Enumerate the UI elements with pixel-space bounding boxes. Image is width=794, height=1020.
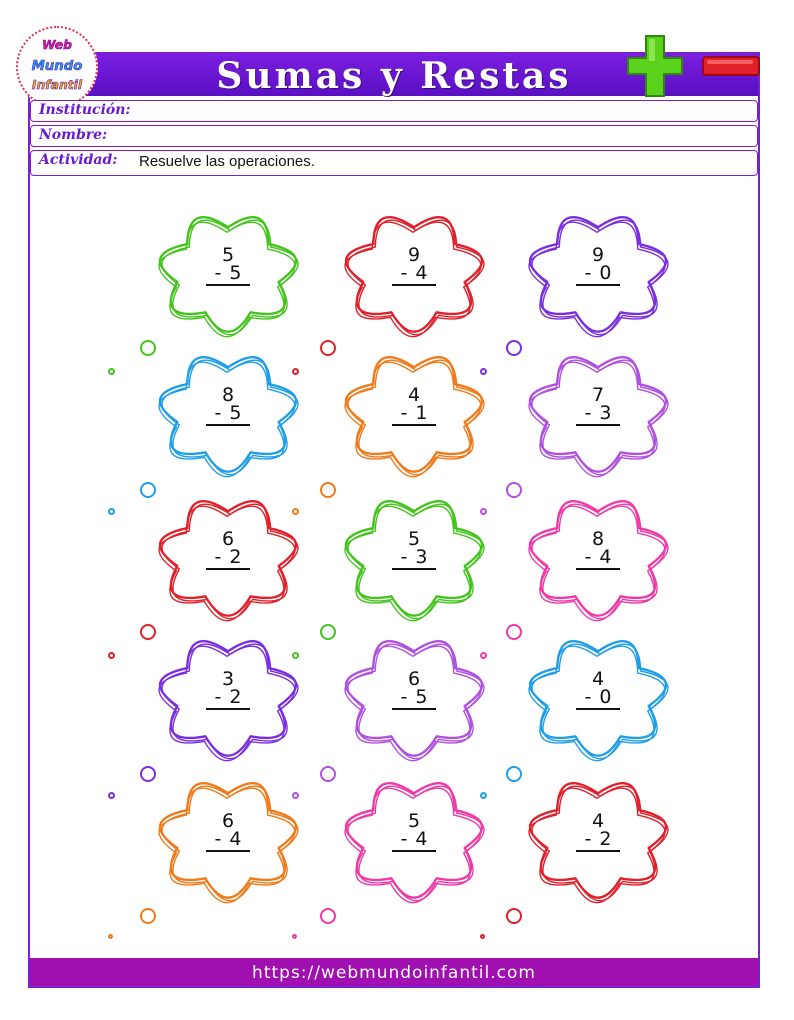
decorative-bubble [320, 624, 336, 640]
activity-label: Actividad: [39, 152, 118, 168]
subtraction-problem [332, 486, 496, 626]
flower-problem [516, 626, 680, 766]
minuend: 3 [221, 668, 235, 690]
plus-icon [626, 34, 684, 98]
decorative-bubble [108, 792, 115, 799]
answer-line [392, 284, 436, 286]
decorative-bubble [108, 368, 115, 375]
minuend: 4 [591, 810, 605, 832]
subtrahend: 4 [229, 828, 242, 850]
svg-text:Infantil: Infantil [31, 77, 83, 92]
subtraction-problem [516, 626, 680, 766]
minus-sign: - [584, 546, 592, 568]
flower-problem [146, 486, 310, 626]
minuend: 5 [407, 528, 421, 550]
svg-text:Mundo: Mundo [31, 58, 83, 74]
subtrahend-row [332, 688, 496, 706]
minuend: 4 [407, 384, 421, 406]
minus-sign: - [400, 828, 408, 850]
minuend: 8 [221, 384, 235, 406]
decorative-bubble [140, 482, 156, 498]
minus-sign: - [214, 546, 222, 568]
minuend: 6 [407, 668, 421, 690]
subtraction-problem [332, 342, 496, 482]
worksheet-title: Sumas y Restas [216, 55, 572, 97]
subtrahend: 5 [415, 686, 428, 708]
subtrahend-row [146, 264, 310, 282]
web-mundo-infantil-logo [16, 26, 98, 108]
minus-sign: - [584, 402, 592, 424]
decorative-bubble [292, 792, 299, 799]
subtrahend-row [516, 264, 680, 282]
answer-line [576, 424, 620, 426]
decorative-bubble [292, 934, 297, 939]
subtraction-problem [146, 768, 310, 908]
decorative-bubble [108, 652, 115, 659]
minus-sign: - [584, 828, 592, 850]
decorative-bubble [506, 624, 522, 640]
decorative-bubble [320, 766, 336, 782]
answer-line [206, 850, 250, 852]
subtrahend: 0 [599, 262, 612, 284]
flower-problem [146, 342, 310, 482]
flower-problem [332, 342, 496, 482]
subtrahend-row [146, 688, 310, 706]
subtrahend-row [516, 688, 680, 706]
decorative-bubble [480, 934, 485, 939]
minuend: 9 [591, 244, 605, 266]
decorative-bubble [320, 482, 336, 498]
decorative-bubble [506, 482, 522, 498]
decorative-bubble [480, 652, 487, 659]
minuend: 6 [221, 810, 235, 832]
subtrahend-row [332, 830, 496, 848]
flower-problem [146, 768, 310, 908]
name-label: Nombre: [39, 127, 108, 143]
subtrahend: 1 [415, 402, 428, 424]
flower-problem [332, 626, 496, 766]
footer-url[interactable]: https://webmundoinfantil.com [252, 963, 536, 983]
answer-line [576, 850, 620, 852]
subtrahend-row [332, 264, 496, 282]
subtraction-problem [332, 768, 496, 908]
flower-problem [146, 202, 310, 342]
subtrahend-row [146, 548, 310, 566]
decorative-bubble [320, 340, 336, 356]
flower-problem [516, 202, 680, 342]
subtraction-problem [516, 486, 680, 626]
subtrahend-row [516, 548, 680, 566]
flower-problem [516, 768, 680, 908]
subtraction-problem [332, 202, 496, 342]
minuend: 7 [591, 384, 605, 406]
subtrahend-row [146, 404, 310, 422]
subtrahend: 4 [415, 828, 428, 850]
flower-problem [516, 342, 680, 482]
minus-sign: - [400, 546, 408, 568]
minus-sign: - [584, 686, 592, 708]
institution-label: Institución: [39, 102, 131, 118]
minus-sign: - [214, 402, 222, 424]
activity-field[interactable] [30, 150, 758, 176]
answer-line [392, 850, 436, 852]
minus-sign: - [214, 828, 222, 850]
answer-line [576, 284, 620, 286]
minuend: 5 [407, 810, 421, 832]
answer-line [206, 284, 250, 286]
subtrahend: 5 [229, 262, 242, 284]
flower-problem [146, 626, 310, 766]
decorative-bubble [506, 340, 522, 356]
minuend: 9 [407, 244, 421, 266]
minuend: 5 [221, 244, 235, 266]
answer-line [206, 568, 250, 570]
minuend: 8 [591, 528, 605, 550]
minus-sign: - [214, 262, 222, 284]
subtraction-problem [516, 342, 680, 482]
decorative-bubble [292, 508, 299, 515]
decorative-bubble [320, 908, 336, 924]
subtraction-problem [332, 626, 496, 766]
exercise-grid [92, 190, 696, 942]
flower-problem [516, 486, 680, 626]
subtraction-problem [516, 768, 680, 908]
subtrahend: 5 [229, 402, 242, 424]
decorative-bubble [108, 508, 115, 515]
subtrahend: 3 [599, 402, 612, 424]
answer-line [576, 708, 620, 710]
minuend: 4 [591, 668, 605, 690]
flower-problem [332, 768, 496, 908]
subtrahend-row [332, 404, 496, 422]
flower-problem [332, 486, 496, 626]
subtrahend: 4 [415, 262, 428, 284]
minus-sign: - [214, 686, 222, 708]
minus-sign: - [584, 262, 592, 284]
answer-line [392, 568, 436, 570]
decorative-bubble [480, 368, 487, 375]
subtrahend: 2 [229, 546, 242, 568]
answer-line [392, 708, 436, 710]
subtraction-problem [146, 342, 310, 482]
answer-line [576, 568, 620, 570]
decorative-bubble [292, 652, 299, 659]
answer-line [206, 708, 250, 710]
name-field[interactable] [30, 125, 758, 147]
answer-line [206, 424, 250, 426]
subtrahend: 2 [599, 828, 612, 850]
subtraction-problem [146, 626, 310, 766]
decorative-bubble [140, 908, 156, 924]
decorative-bubble [506, 766, 522, 782]
minus-sign: - [400, 402, 408, 424]
subtrahend-row [146, 830, 310, 848]
svg-text:Web: Web [41, 37, 73, 52]
decorative-bubble [140, 766, 156, 782]
decorative-bubble [506, 908, 522, 924]
subtrahend: 0 [599, 686, 612, 708]
flower-problem [332, 202, 496, 342]
minus-sign: - [400, 686, 408, 708]
minuend: 6 [221, 528, 235, 550]
decorative-bubble [480, 792, 487, 799]
subtrahend: 4 [599, 546, 612, 568]
decorative-bubble [140, 624, 156, 640]
decorative-bubble [480, 508, 487, 515]
subtraction-problem [146, 486, 310, 626]
minus-icon [702, 56, 760, 76]
activity-value: Resuelve las operaciones. [139, 153, 315, 170]
subtrahend-row [332, 548, 496, 566]
subtraction-problem [516, 202, 680, 342]
subtraction-problem [146, 202, 310, 342]
institution-field[interactable] [30, 100, 758, 122]
subtrahend: 2 [229, 686, 242, 708]
decorative-bubble [140, 340, 156, 356]
subtrahend-row [516, 404, 680, 422]
subtrahend-row [516, 830, 680, 848]
subtrahend: 3 [415, 546, 428, 568]
decorative-bubble [108, 934, 113, 939]
answer-line [392, 424, 436, 426]
minus-sign: - [400, 262, 408, 284]
decorative-bubble [292, 368, 299, 375]
